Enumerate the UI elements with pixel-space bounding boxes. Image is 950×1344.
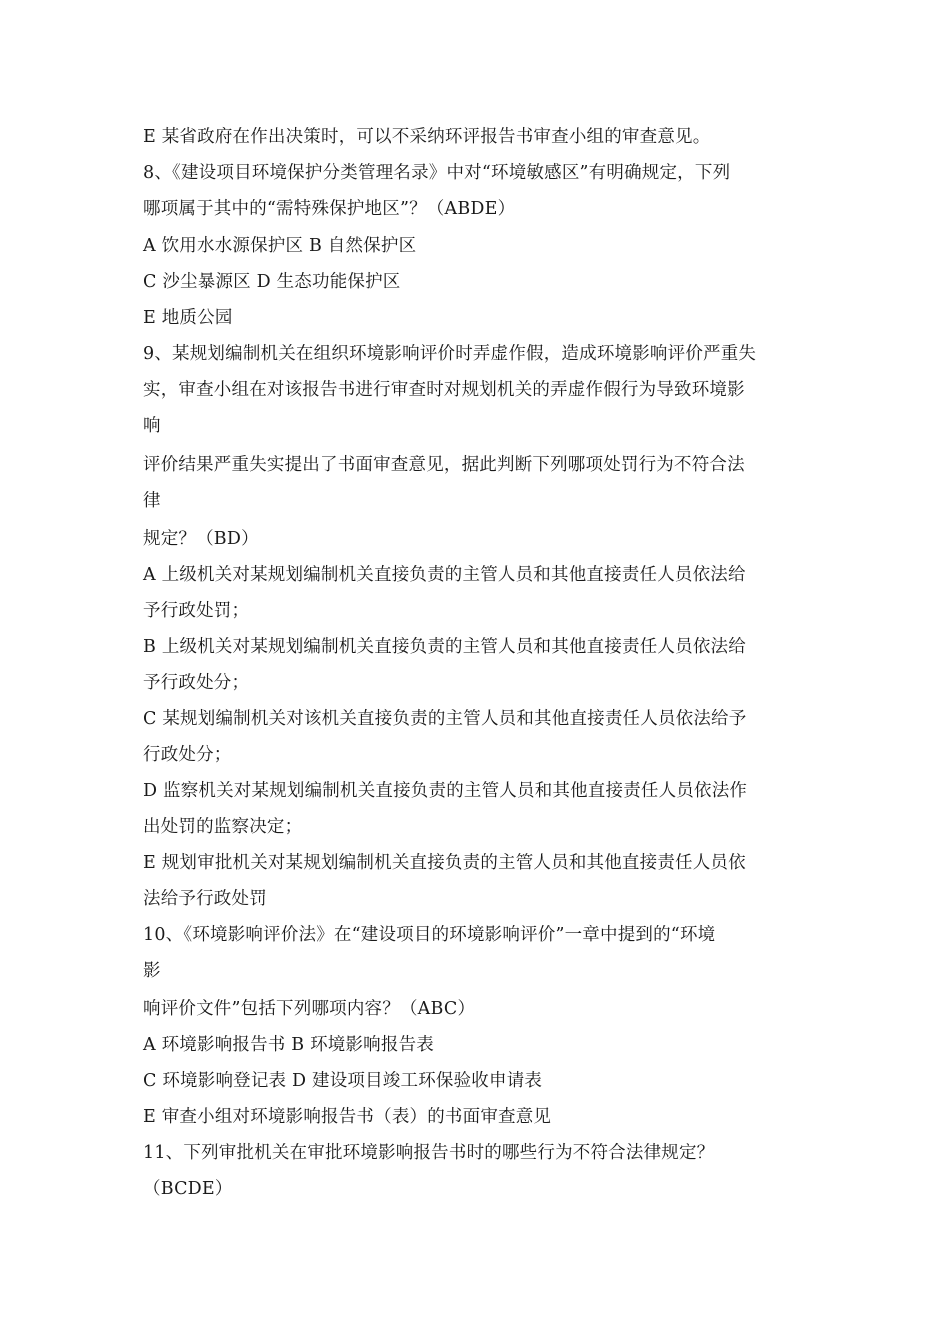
option-line: E 地质公园 — [143, 308, 233, 328]
question-9-line: 9、某规划编制机关在组织环境影响评价时弄虚作假，造成环境影响评价严重失 — [143, 344, 757, 364]
option-line: E 审查小组对环境影响报告书（表）的书面审查意见 — [143, 1107, 552, 1127]
text-line: 响评价文件”包括下列哪项内容？（ABC） — [143, 999, 476, 1019]
option-line: C 某规划编制机关对该机关直接负责的主管人员和其他直接责任人员依法给予 — [143, 709, 747, 729]
text-line: 影 — [143, 961, 161, 981]
text-line: 出处罚的监察决定； — [143, 817, 303, 837]
option-line: C 环境影响登记表 D 建设项目竣工环保验收申请表 — [143, 1071, 543, 1091]
text-line: E 某省政府在作出决策时，可以不采纳环评报告书审查小组的审查意见。 — [143, 127, 711, 147]
option-line: A 饮用水水源保护区 B 自然保护区 — [143, 236, 417, 256]
option-line: C 沙尘暴源区 D 生态功能保护区 — [143, 272, 401, 292]
text-line: 法给予行政处罚 — [143, 889, 267, 909]
text-line: 律 — [143, 491, 161, 511]
option-line: E 规划审批机关对某规划编制机关直接负责的主管人员和其他直接责任人员依 — [143, 853, 746, 873]
text-line: 予行政处分； — [143, 673, 250, 693]
question-11-line: 11、下列审批机关在审批环境影响报告书时的哪些行为不符合法律规定？ — [143, 1143, 715, 1163]
text-line: 实，审查小组在对该报告书进行审查时对规划机关的弄虚作假行为导致环境影 — [143, 380, 745, 400]
option-line: B 上级机关对某规划编制机关直接负责的主管人员和其他直接责任人员依法给 — [143, 637, 746, 657]
option-line: A 上级机关对某规划编制机关直接负责的主管人员和其他直接责任人员依法给 — [143, 565, 746, 585]
text-line: （BCDE） — [143, 1179, 233, 1199]
option-line: A 环境影响报告书 B 环境影响报告表 — [143, 1035, 434, 1055]
text-line: 行政处分； — [143, 745, 232, 765]
text-line: 予行政处罚； — [143, 601, 250, 621]
question-10-line: 10、《环境影响评价法》在“建设项目的环境影响评价”一章中提到的“环境 — [143, 925, 716, 945]
text-line: 响 — [143, 416, 161, 436]
text-line: 评价结果严重失实提出了书面审查意见，据此判断下列哪项处罚行为不符合法 — [143, 455, 745, 475]
text-line: 哪项属于其中的“需特殊保护地区”？（ABDE） — [143, 199, 516, 219]
text-line: 规定？（BD） — [143, 529, 259, 549]
option-line: D 监察机关对某规划编制机关直接负责的主管人员和其他直接责任人员依法作 — [143, 781, 748, 801]
question-8-line: 8、《建设项目环境保护分类管理名录》中对“环境敏感区”有明确规定，下列 — [143, 163, 731, 183]
